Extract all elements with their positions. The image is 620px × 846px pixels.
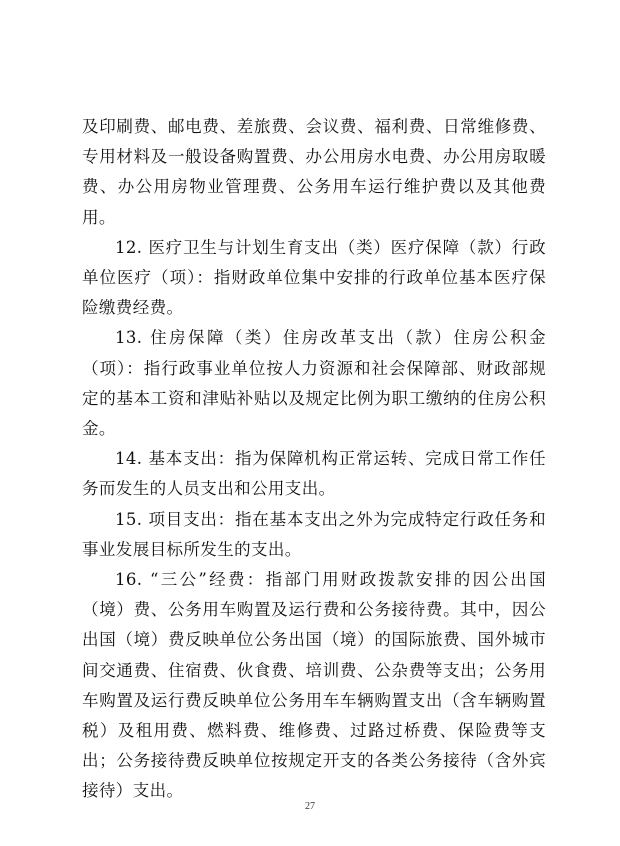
body-text bbox=[82, 112, 546, 807]
paragraph-item-12: 12. 医疗卫生与计划生育支出（类）医疗保障（款）行政单位医疗（项）：指财政单位集中安排的行政单位基本医疗保险缴费经费。 bbox=[82, 237, 546, 318]
paragraph-continuation: 及印刷费、邮电费、差旅费、会议费、福利费、日常维修费、专用材料及一般设备购置费、办公用房水电费、办公用房取暖费、办公用房物业管理费、公务用车运行维护费以及其他费用。 bbox=[82, 117, 546, 227]
paragraph-item-13: 13. 住房保障（类）住房改革支出（款）住房公积金（项）：指行政事业单位按人力资源和社会保障部、财政部规定的基本工资和津贴补贴以及规定比例为职工缴纳的住房公积金。 bbox=[82, 328, 546, 439]
paragraph-item-14: 14. 基本支出：指为保障机构正常运转、完成日常工作任务而发生的人员支出和公用支出。 bbox=[82, 449, 546, 499]
page-number: 27 bbox=[305, 801, 315, 812]
paragraph-item-15: 15. 项目支出：指在基本支出之外为完成特定行政任务和事业发展目标所发生的支出。 bbox=[82, 509, 546, 559]
paragraph-item-16: 16. “三公”经费：指部门用财政拨款安排的因公出国（境）费、公务用车购置及运行费和公务接待费。其中，因公出国（境）费反映单位公务出国（境）的国际旅费、国外城市间交通费、住宿费、伙食费、培训费、公杂费等支出；公务用车购置及运行费反映单位公务用车车辆购置支出（含车辆购置税）及租用费、燃料费、维修费、过路过桥费、保险费等支出；公务接待费反映单位按规定开支的各类公务接待（含外宾接待）支出。 bbox=[82, 570, 546, 801]
